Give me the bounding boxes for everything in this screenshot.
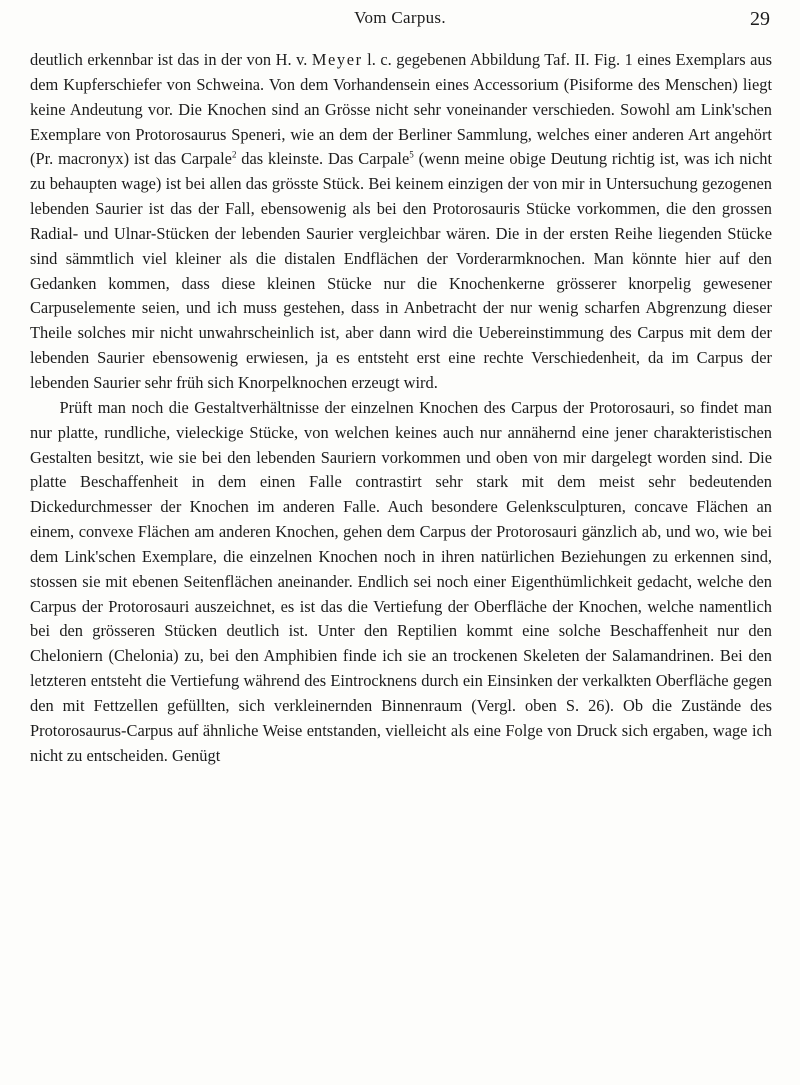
text-segment: deutlich erkennbar ist das in der von H. v. xyxy=(30,50,312,69)
text-segment: l. c. gegebenen Abbildung Taf. II. Fig. 1 eines Exemplars aus dem Kupferschiefer von Schweina. Von dem Vorhandensein eines Accessorium (Pisiforme des Menschen) liegt keine Andeutung vor. Die Knochen sind an Grösse nicht sehr voneinander verschieden. Sowohl am Link'schen Exemplare von Protorosaurus Speneri, wie an dem der Berliner Sammlung, welches einer anderen Art angehört (Pr. macronyx) ist das Carpale xyxy=(30,50,772,169)
body-text xyxy=(30,48,772,768)
running-head xyxy=(30,8,770,38)
superscript-index: 5 xyxy=(409,149,414,160)
text-segment: Prüft man noch die Gestaltverhältnisse der einzelnen Knochen des Carpus der Protorosauri, so findet man nur platte, rundliche, vieleckige Stücke, von welchen keines auch nur annähernd eine jener charakteristischen Gestalten besitzt, wie sie bei den lebenden Sauriern vorkommen und oben von mir dargelegt worden sind. Die platte Beschaffenheit in dem einen Falle contrastirt sehr stark mit dem meist sehr bedeutenden Dickedurchmesser der Knochen im anderen Falle. Auch besondere Gelenksculpturen, concave Flächen an einem, convexe Flächen am anderen Knochen, gehen dem Carpus der Protorosauri gänzlich ab, und wo, wie bei dem Link'schen Exemplare, die einzelnen Knochen noch in ihren natürlichen Beziehungen zu erkennen sind, stossen sie mit ebenen Seitenflächen aneinander. Endlich sei noch einer Eigenthümlichkeit gedacht, welche den Carpus der Protorosauri auszeichnet, es ist das die Vertiefung der Oberfläche der Knochen, welche namentlich bei den grösseren Stücken deutlich ist. Unter den Reptilien kommt eine solche Beschaffenheit nur den Cheloniern (Chelonia) zu, bei den Amphibien finde ich sie an trockenen Skeleten der Salamandrinen. Bei den letzteren entsteht die Vertiefung während des Eintrocknens durch ein Einsinken der verkalkten Oberfläche gegen den mit Fettzellen gefüllten, sich verkleinernden Binnenraum (Vergl. oben S. 26). Ob die Zustände des Protorosaurus-Carpus auf ähnliche Weise entstanden, vielleicht als eine Folge von Druck sich ergaben, wage ich nicht zu entscheiden. Genügt xyxy=(30,397,772,765)
text-segment: das kleinste. Das Carpale xyxy=(236,149,410,169)
text-segment: (wenn meine obige Deutung richtig ist, was ich nicht zu behaupten wage) ist bei allen das grösste Stück. Bei keinem einzigen der von mir in Untersuchung gezogenen lebenden Saurier ist das der Fall, ebensowenig als bei den Protorosauris Stücke vorkommen, die den grossen Radial- und Ulnar-Stücken der lebenden Saurier vergleichbar wären. Die in der ersten Reihe liegenden Stücke sind sämmtlich viel kleiner als die distalen Endflächen der Vorderarmknochen. Man könnte hier auf den Gedanken kommen, dass diese kleinen Stücke nur die Knochenkerne grösserer knorpelig gewesener Carpuselemente seien, und ich muss gestehen, dass in Anbetracht der nur wenig scharfen Abgrenzung dieser Theile solches mir nicht unwahrscheinlich ist, aber dann wird die Uebereinstimmung des Carpus mit dem der lebenden Saurier ebensowenig erwiesen, ja es entsteht erst eine rechte Verschiedenheit, da im Carpus der lebenden Saurier sehr früh sich Knorpelknochen erzeugt wird. xyxy=(30,149,772,392)
page-number: 29 xyxy=(750,8,770,30)
author-name-meyer: Meyer xyxy=(311,50,363,69)
superscript-index: 2 xyxy=(231,149,237,160)
running-title: Vom Carpus. xyxy=(354,8,446,27)
paragraph-2 xyxy=(30,396,772,769)
paragraph-1 xyxy=(30,48,772,396)
